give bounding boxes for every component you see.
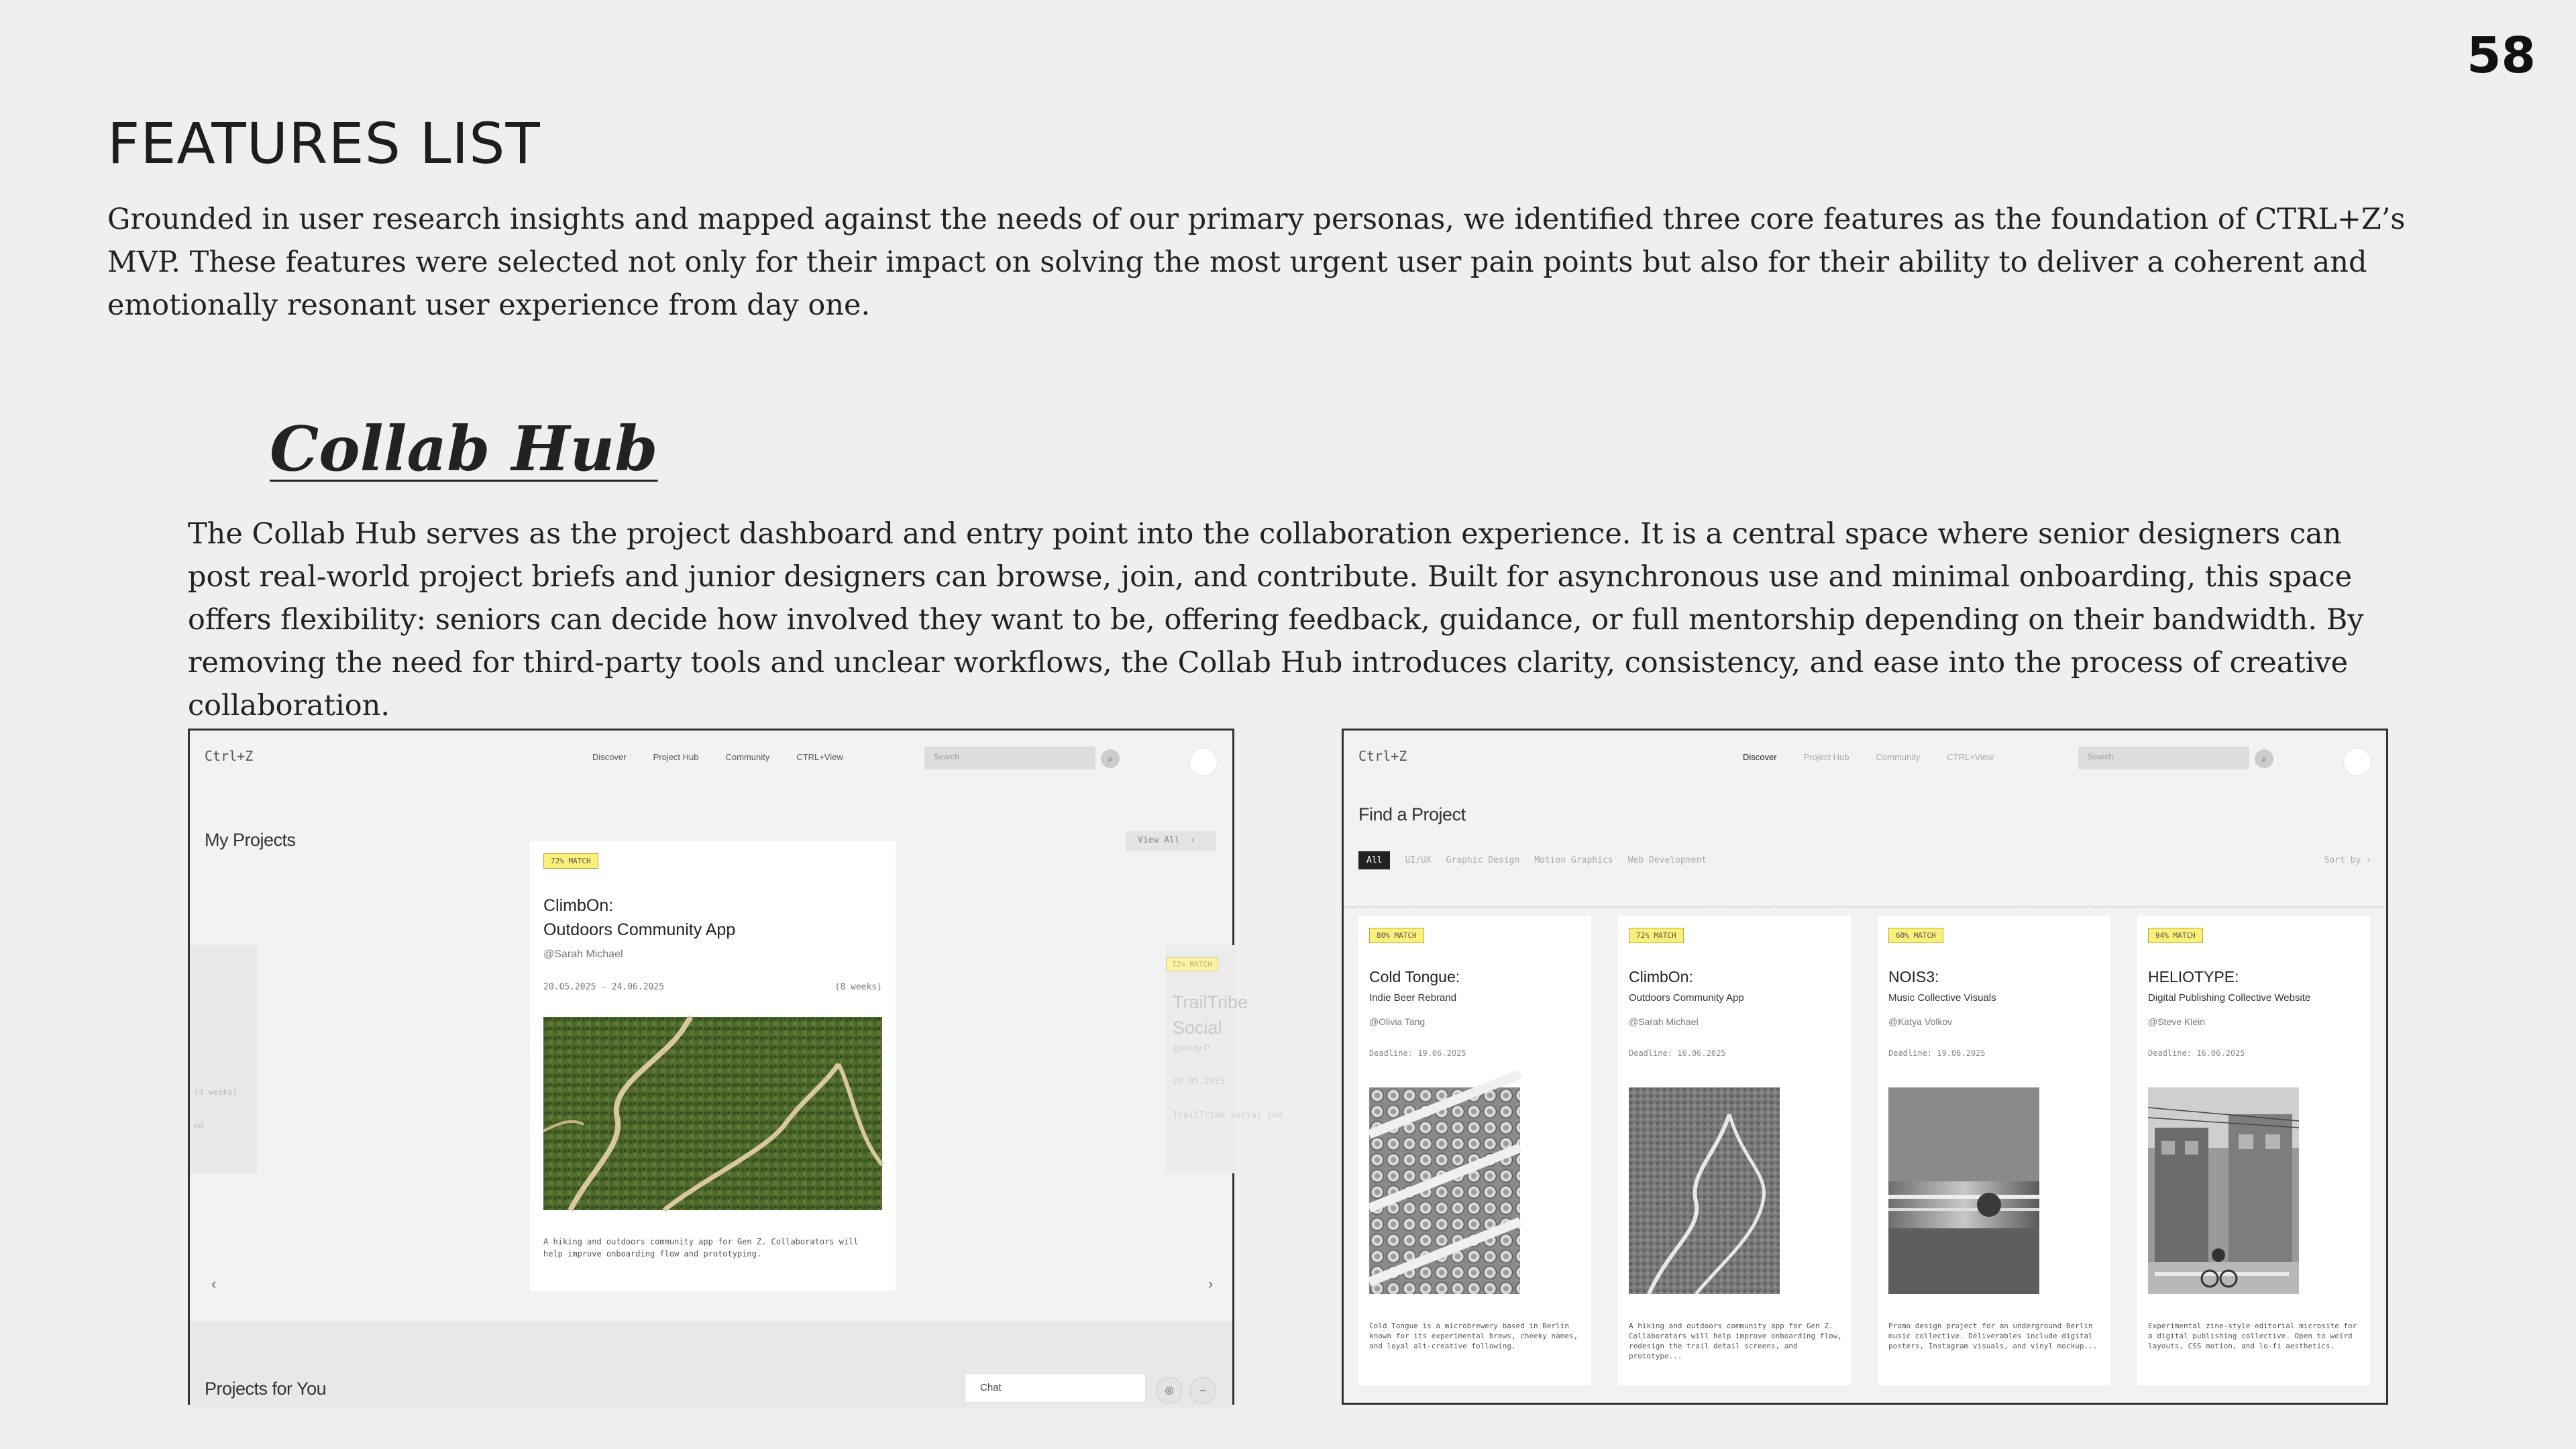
card-subtitle: Outdoors Community App bbox=[1629, 992, 1744, 1004]
project-duration: (8 weeks) bbox=[835, 982, 882, 992]
project-grid bbox=[1358, 916, 2370, 1385]
sort-dropdown[interactable]: Sort by › bbox=[2324, 855, 2371, 865]
search-icon[interactable]: ⌕ bbox=[1101, 749, 1120, 768]
feature-description: The Collab Hub serves as the project dashboard and entry point into the collaboration experience. It is a central space where senior designers can post real-world project briefs and junior designers can browse, join, and contribute. Built for asynchronous use and minimal onboarding, this space offers flexibility: seniors can decide how involved they want to be, offering feedback, guidance, or full mentorship depending on their bandwidth. By removing the need for third-party tools and unclear workflows, the Collab Hub introduces clarity, consistency, and ease into the process of creative collaboration. bbox=[188, 517, 2364, 722]
section-title: FEATURES LIST bbox=[107, 111, 541, 176]
view-all-button[interactable]: View All › bbox=[1126, 831, 1216, 851]
project-dates: 20.05.2025 - 24.06.2025 bbox=[543, 982, 665, 992]
filter-all[interactable]: All bbox=[1358, 851, 1390, 869]
chat-icon[interactable]: ◎ bbox=[1156, 1377, 1183, 1404]
card-deadline: Deadline: 16.06.2025 bbox=[1629, 1049, 1726, 1058]
match-badge: 72% MATCH bbox=[1629, 928, 1684, 943]
top-nav bbox=[190, 744, 1232, 775]
page-number: 58 bbox=[2467, 27, 2536, 85]
avatar[interactable] bbox=[2343, 748, 2371, 776]
nav-ctrl-view[interactable]: CTRL+View bbox=[796, 752, 843, 762]
ghost-match-badge: 72% MATCH bbox=[1166, 957, 1218, 971]
logo[interactable]: Ctrl+Z bbox=[1358, 748, 1407, 764]
previous-card-peek[interactable] bbox=[190, 945, 257, 1173]
carousel-next-arrow[interactable]: › bbox=[1208, 1275, 1214, 1292]
nav-community[interactable]: Community bbox=[725, 752, 770, 762]
my-projects-heading: My Projects bbox=[205, 830, 296, 850]
card-deadline: Deadline: 19.06.2025 bbox=[1369, 1049, 1466, 1058]
nav-project-hub[interactable]: Project Hub bbox=[653, 752, 699, 762]
card-title: Cold Tongue: bbox=[1369, 968, 1460, 985]
project-title bbox=[543, 894, 735, 942]
project-description: A hiking and outdoors community app for Gen Z. Collaborators will help improve onboarding flow and prototyping. bbox=[543, 1237, 859, 1258]
card-description: A hiking and outdoors community app for Gen Z. Collaborators will help improve onboarding flow, redesign the trail detail screens, and prototype... bbox=[1629, 1322, 1842, 1360]
nav-community[interactable]: Community bbox=[1876, 752, 1921, 762]
ghost-left-text: ed bbox=[194, 1121, 204, 1130]
chat-label: Chat bbox=[980, 1382, 1002, 1393]
match-badge: 80% MATCH bbox=[1369, 928, 1424, 943]
card-subtitle: Digital Publishing Collective Website bbox=[2148, 992, 2311, 1004]
nav-links bbox=[1743, 752, 1994, 762]
card-author[interactable]: @Olivia Tang bbox=[1369, 1016, 1426, 1027]
card-description: Cold Tongue is a microbrewery based in Berlin known for its experimental brews, cheeky names, and loyal alt-creative following. bbox=[1369, 1322, 1578, 1350]
ghost-title-line1: TrailTribe bbox=[1173, 992, 1248, 1012]
top-nav bbox=[1344, 744, 2386, 775]
match-badge: 94% MATCH bbox=[2148, 928, 2203, 943]
card-author[interactable]: @Steve Klein bbox=[2148, 1016, 2206, 1027]
ghost-title-line2: Social bbox=[1173, 1018, 1222, 1038]
next-card-peek[interactable] bbox=[1166, 945, 1283, 1173]
match-badge: 72% MATCH bbox=[543, 853, 598, 869]
project-card[interactable] bbox=[1618, 916, 1851, 1385]
screenshot-find-project bbox=[1342, 729, 2388, 1405]
search-input[interactable]: Search bbox=[924, 747, 1095, 769]
avatar[interactable] bbox=[1189, 748, 1218, 776]
filter-graphic-design[interactable]: Graphic Design bbox=[1446, 855, 1520, 865]
ghost-title bbox=[1173, 989, 1248, 1040]
card-author[interactable]: @Katya Volkov bbox=[1888, 1016, 1953, 1027]
find-project-heading: Find a Project bbox=[1358, 804, 1466, 824]
project-card[interactable] bbox=[2137, 916, 2370, 1385]
filter-web-development[interactable]: Web Development bbox=[1627, 855, 1707, 865]
ghost-left-weeks: (4 weeks) bbox=[194, 1087, 238, 1097]
card-subtitle: Indie Beer Rebrand bbox=[1369, 992, 1457, 1004]
card-deadline: Deadline: 16.06.2025 bbox=[2148, 1049, 2245, 1058]
card-description: Experimental zine-style editorial microsite for a digital publishing collective. Open to weird layouts, CSS motion, and lo-fi aesthetics. bbox=[2148, 1322, 2357, 1350]
chat-widget[interactable] bbox=[965, 1373, 1146, 1403]
project-card[interactable] bbox=[1358, 916, 1591, 1385]
filter-ui-ux[interactable]: UI/UX bbox=[1405, 855, 1432, 865]
nav-discover[interactable]: Discover bbox=[592, 752, 627, 762]
sort-label: Sort by bbox=[2324, 855, 2361, 865]
ghost-dates: 20.05.2025 bbox=[1173, 1077, 1226, 1087]
nav-discover[interactable]: Discover bbox=[1743, 752, 1777, 762]
project-title-line1: ClimbOn: bbox=[543, 896, 614, 915]
nav-project-hub[interactable]: Project Hub bbox=[1803, 752, 1849, 762]
feature-title: Collab Hub bbox=[270, 413, 658, 485]
card-image bbox=[2148, 1087, 2299, 1294]
category-filters bbox=[1358, 851, 1707, 869]
project-card[interactable] bbox=[1878, 916, 2110, 1385]
project-author[interactable]: @Sarah Michael bbox=[543, 949, 623, 960]
nav-links bbox=[592, 752, 843, 762]
card-image bbox=[1888, 1087, 2039, 1294]
featured-project-card[interactable] bbox=[530, 841, 896, 1291]
card-image bbox=[1629, 1087, 1780, 1294]
ghost-author: @Andy P bbox=[1173, 1043, 1210, 1053]
view-all-label: View All bbox=[1138, 835, 1180, 845]
carousel-prev-arrow[interactable]: ‹ bbox=[211, 1275, 217, 1292]
project-title-line2: Outdoors Community App bbox=[543, 920, 736, 939]
screenshot-project-hub bbox=[188, 729, 1283, 1405]
search-input[interactable]: Search bbox=[2078, 747, 2249, 769]
ghost-desc: TrailTribe social con bbox=[1173, 1110, 1283, 1120]
card-title: NOIS3: bbox=[1888, 968, 1939, 985]
nav-ctrl-view[interactable]: CTRL+View bbox=[1947, 752, 1994, 762]
dotted-divider bbox=[1344, 906, 2386, 908]
project-image bbox=[543, 1017, 882, 1210]
logo[interactable]: Ctrl+Z bbox=[205, 748, 254, 764]
filter-motion-graphics[interactable]: Motion Graphics bbox=[1534, 855, 1613, 865]
intro-paragraph: Grounded in user research insights and mapped against the needs of our primary personas, we identified three core features as the foundation of CTRL+Z’s MVP. These features were selected not only for their impact on solving the most urgent user pain points but also for their ability to deliver a coherent and emotionally resonant user experience from day one. bbox=[107, 203, 2406, 322]
card-author[interactable]: @Sarah Michael bbox=[1629, 1016, 1699, 1027]
projects-for-you-heading: Projects for You bbox=[205, 1379, 327, 1399]
card-description: Promo design project for an underground Berlin music collective. Deliverables include digital posters, Instagram visuals, and vinyl mockup... bbox=[1888, 1322, 2098, 1350]
card-subtitle: Music Collective Visuals bbox=[1888, 992, 1996, 1004]
card-title: ClimbOn: bbox=[1629, 968, 1693, 985]
search-icon[interactable]: ⌕ bbox=[2255, 749, 2273, 768]
match-badge: 60% MATCH bbox=[1888, 928, 1943, 943]
card-image bbox=[1369, 1087, 1520, 1294]
card-deadline: Deadline: 19.06.2025 bbox=[1888, 1049, 1986, 1058]
minus-icon[interactable]: – bbox=[1189, 1377, 1216, 1404]
card-title: HELIOTYPE: bbox=[2148, 968, 2239, 985]
